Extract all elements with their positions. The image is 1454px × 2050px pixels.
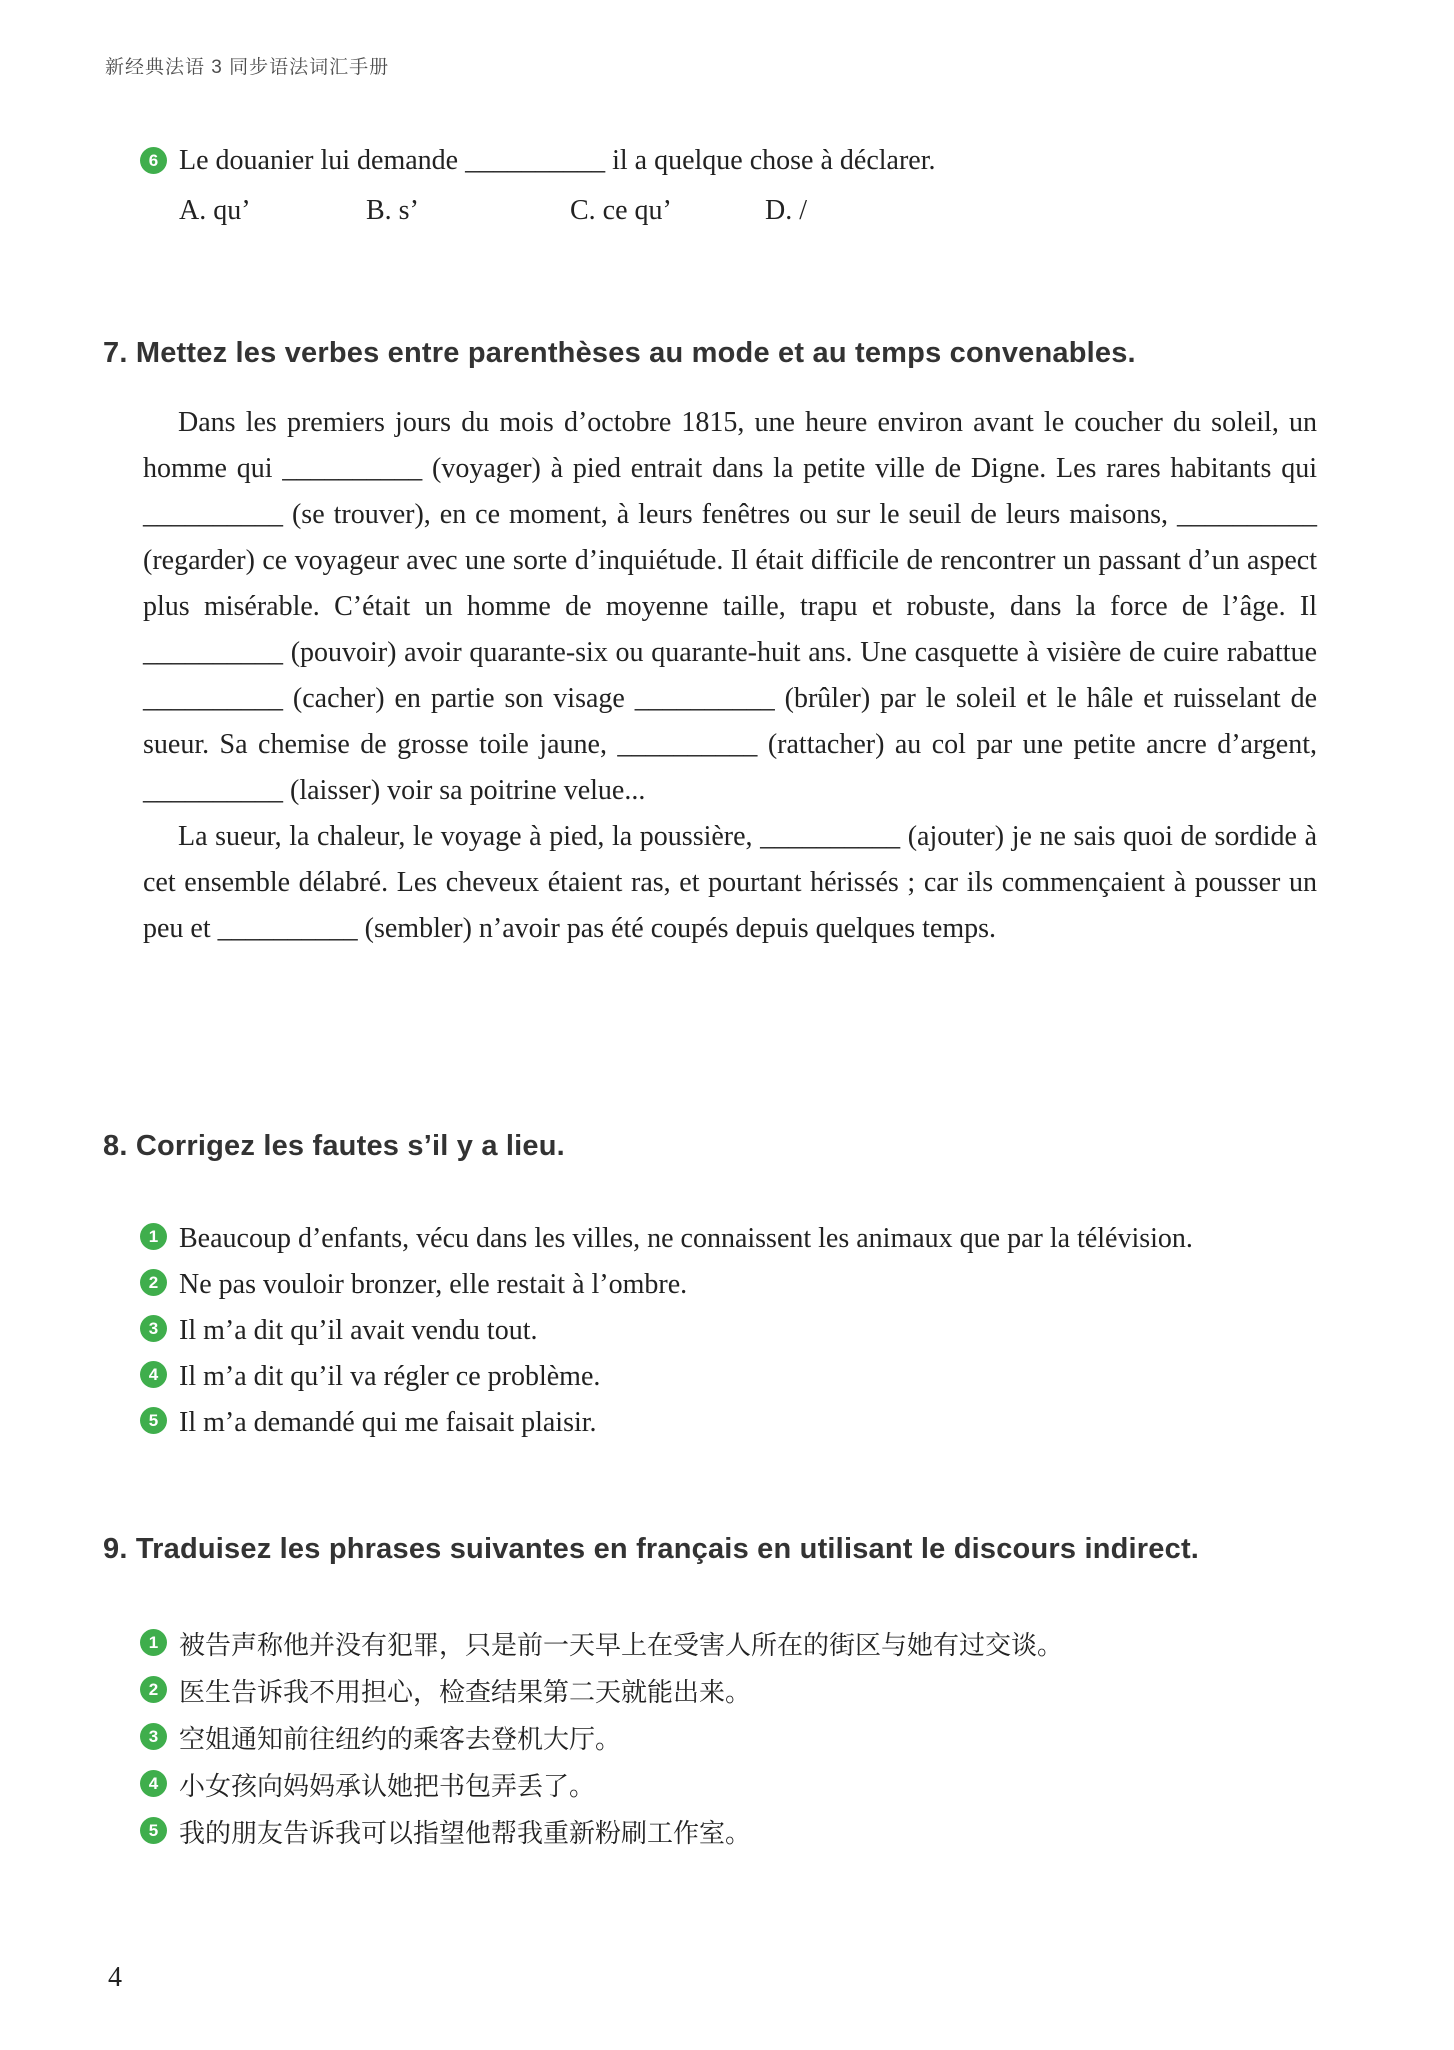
option-d: D. / — [765, 195, 807, 226]
list-item — [140, 1262, 1330, 1308]
list-item — [140, 1216, 1330, 1262]
item-text: 空姐通知前往纽约的乘客去登机大厅。 — [179, 1724, 622, 1754]
option-a: A. qu’ — [179, 195, 251, 226]
section-7-title: 7. Mettez les verbes entre parenthèses au mode et au temps convenables. — [103, 337, 1136, 369]
list-item — [140, 1763, 1330, 1810]
item-text: Il m’a dit qu’il avait vendu tout. — [179, 1315, 538, 1346]
question-6-text: Le douanier lui demande __________ il a quelque chose à déclarer. — [179, 145, 936, 176]
item-text: Ne pas vouloir bronzer, elle restait à l’ombre. — [179, 1269, 688, 1300]
item-number-badge: 1 — [140, 1629, 167, 1656]
item-text: 被告声称他并没有犯罪，只是前一天早上在受害人所在的街区与她有过交谈。 — [179, 1630, 1064, 1660]
item-number-badge: 1 — [140, 1223, 167, 1250]
section-9-title: 9. Traduisez les phrases suivantes en français en utilisant le discours indirect. — [103, 1533, 1200, 1565]
question-6-options — [140, 190, 1330, 232]
exercise-paragraph-1: Dans les premiers jours du mois d’octobre 1815, une heure environ avant le coucher du soleil, un homme qui __________ (voyager) à pied entrait dans la petite ville de Digne. Les rares habitants qui __________ (se trouver), en ce moment, à leurs fenêtres ou sur le seuil de leurs maisons, __________ (regarder) ce voyageur avec une sorte d’inquiétude. Il était difficile de rencontrer un passant d’un aspect plus misérable. C’était un homme de moyenne taille, trapu et robuste, dans la force de l’âge. Il __________ (pouvoir) avoir quarante-six ou quarante-huit ans. Une casquette à visière de cuire rabattue __________ (cacher) en partie son visage __________ (brûler) par le soleil et le hâle et ruisselant de sueur. Sa chemise de grosse toile jaune, __________ (rattacher) au col par une petite ancre d’argent, __________ (laisser) voir sa poitrine velue... — [143, 407, 1317, 806]
item-number-badge: 2 — [140, 1676, 167, 1703]
list-item — [140, 1400, 1330, 1446]
item-text: 医生告诉我不用担心，检查结果第二天就能出来。 — [179, 1677, 752, 1707]
option-c: C. ce qu’ — [570, 195, 672, 226]
exercise-paragraph-2: La sueur, la chaleur, le voyage à pied, la poussière, __________ (ajouter) je ne sais quoi de sordide à cet ensemble délabré. Les cheveux étaient ras, et pourtant hérissés ; car ils commençaient à pousser un peu et __________ (sembler) n’avoir pas été coupés depuis quelques temps. — [143, 821, 1317, 944]
item-number-badge: 5 — [140, 1407, 167, 1434]
item-text: 小女孩向妈妈承认她把书包弄丢了。 — [179, 1771, 596, 1801]
list-item — [140, 1354, 1330, 1400]
option-b: B. s’ — [366, 195, 419, 226]
item-number-badge: 3 — [140, 1315, 167, 1342]
section-8-title: 8. Corrigez les fautes s’il y a lieu. — [103, 1130, 565, 1162]
list-item — [140, 1669, 1330, 1716]
running-header: 新经典法语 3 同步语法词汇手册 — [105, 57, 390, 78]
item-number-badge: 2 — [140, 1269, 167, 1296]
section-9-items — [140, 1622, 1330, 1857]
item-text: Il m’a dit qu’il va régler ce problème. — [179, 1361, 601, 1392]
question-6 — [140, 140, 1330, 232]
item-text: Beaucoup d’enfants, vécu dans les villes, ne connaissent les animaux que par la télévision. — [179, 1223, 1193, 1254]
list-item — [140, 1622, 1330, 1669]
list-item — [140, 1810, 1330, 1857]
item-number-badge: 4 — [140, 1770, 167, 1797]
section-8-items — [140, 1216, 1330, 1446]
item-number-badge: 4 — [140, 1361, 167, 1388]
item-number-badge: 6 — [140, 147, 167, 174]
item-text: 我的朋友告诉我可以指望他帮我重新粉刷工作室。 — [179, 1818, 752, 1848]
item-number-badge: 3 — [140, 1723, 167, 1750]
section-7-exercise-text — [143, 400, 1317, 952]
item-text: Il m’a demandé qui me faisait plaisir. — [179, 1407, 597, 1438]
list-item — [140, 1308, 1330, 1354]
page-number: 4 — [108, 1962, 122, 1993]
list-item — [140, 1716, 1330, 1763]
item-number-badge: 5 — [140, 1817, 167, 1844]
